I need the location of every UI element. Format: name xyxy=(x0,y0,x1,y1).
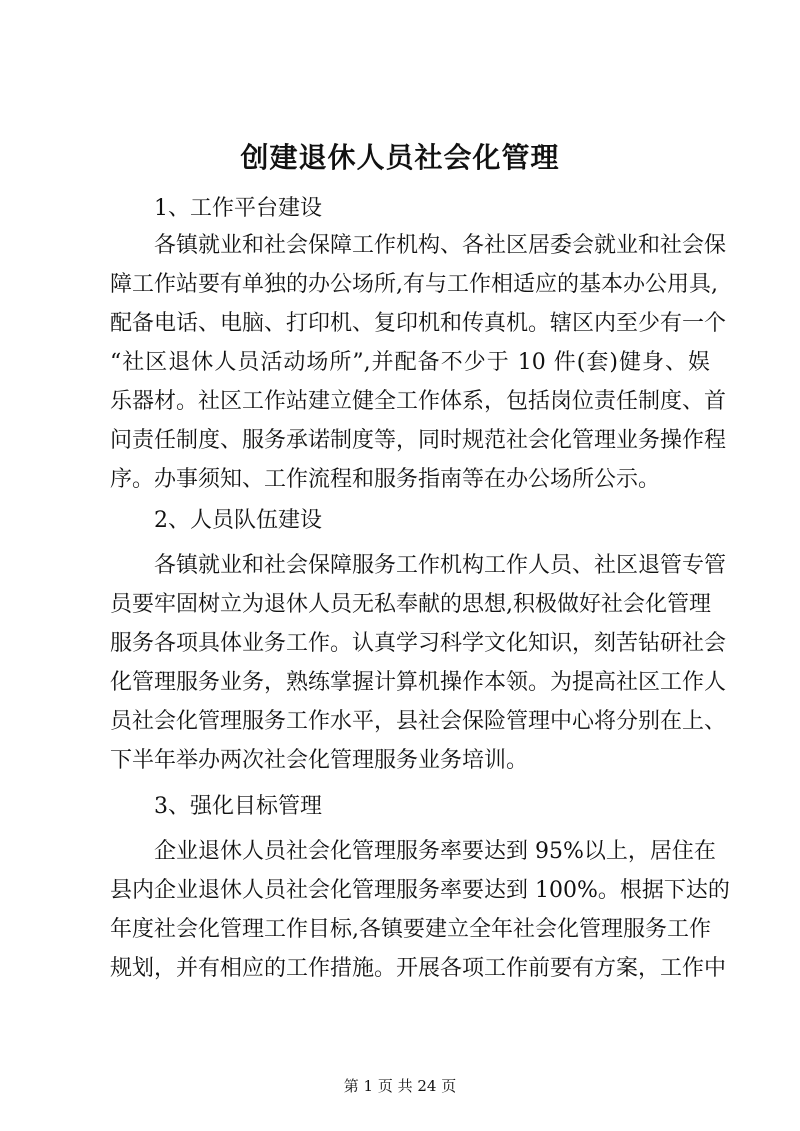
paragraph-line: 年度社会化管理工作目标,各镇要建立全年社会化管理服务工作 xyxy=(110,917,711,942)
paragraph-line: 序。办事须知、工作流程和服务指南等在办公场所公示。 xyxy=(110,467,661,492)
paragraph-line: 问责任制度、服务承诺制度等，同时规范社会化管理业务操作程 xyxy=(110,428,727,453)
section-heading-1: 1、工作平台建设 xyxy=(154,196,322,221)
paragraph-line: 配备电话、电脑、打印机、复印机和传真机。辖区内至少有一个 xyxy=(110,311,727,336)
paragraph-line: 化管理服务业务，熟练掌握计算机操作本领。为提高社区工作人 xyxy=(110,670,727,695)
document-title: 创建退休人员社会化管理 xyxy=(240,141,560,174)
paragraph-line: 各镇就业和社会保障服务工作机构工作人员、社区退管专管 xyxy=(154,553,727,578)
paragraph-line: 各镇就业和社会保障工作机构、各社区居委会就业和社会保 xyxy=(154,233,727,258)
paragraph-line: 障工作站要有单独的办公场所,有与工作相适应的基本办公用具, xyxy=(110,272,718,297)
paragraph-line: 乐器材。社区工作站建立健全工作体系，包括岗位责任制度、首 xyxy=(110,389,727,414)
paragraph-line: 员社会化管理服务工作水平，县社会保险管理中心将分别在上、 xyxy=(110,709,727,734)
paragraph-line: 规划，并有相应的工作措施。开展各项工作前要有方案，工作中 xyxy=(110,956,727,981)
paragraph-line: 服务各项具体业务工作。认真学习科学文化知识，刻苦钻研社会 xyxy=(110,631,727,656)
paragraph-line: 企业退休人员社会化管理服务率要达到 95%以上，居住在 xyxy=(154,839,716,864)
page-footer: 第 1 页 共 24 页 xyxy=(343,1077,457,1095)
section-heading-3: 3、强化目标管理 xyxy=(154,794,322,819)
paragraph-line: 县内企业退休人员社会化管理服务率要达到 100%。根据下达的 xyxy=(110,878,730,903)
paragraph-line: “社区退休人员活动场所”,并配备不少于 10 件(套)健身、娱 xyxy=(110,350,710,375)
paragraph-line: 员要牢固树立为退休人员无私奉献的思想,积极做好社会化管理 xyxy=(110,592,711,617)
section-heading-2: 2、人员队伍建设 xyxy=(154,508,322,533)
paragraph-line: 下半年举办两次社会化管理服务业务培训。 xyxy=(110,748,529,773)
